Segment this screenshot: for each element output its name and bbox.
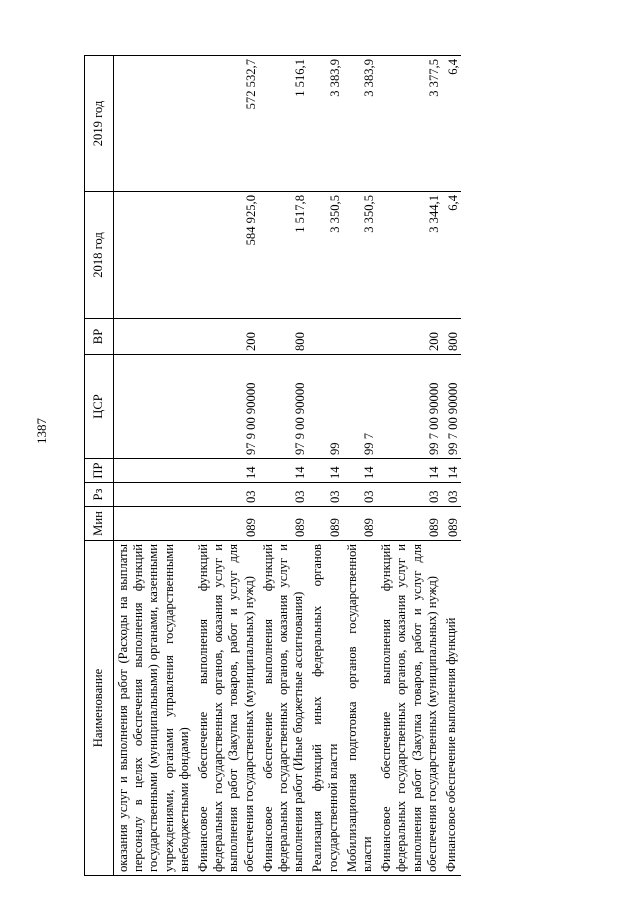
cell-rz (114, 483, 195, 507)
cell-vr: 200 (377, 319, 442, 355)
cell-min: 089 (259, 507, 309, 541)
cell-pr: 14 (259, 459, 309, 483)
cell-vr (114, 319, 195, 355)
cell-rz: 03 (343, 483, 377, 507)
table-body (114, 56, 462, 876)
cell-pr: 14 (194, 459, 259, 483)
cell-2018: 3 344,1 (377, 192, 442, 319)
table-row (114, 56, 195, 876)
cell-rz: 03 (259, 483, 309, 507)
cell-2019: 6,4 (442, 56, 461, 192)
table-row (442, 56, 461, 876)
page-number: 1387 (34, 418, 49, 444)
cell-pr: 14 (308, 459, 342, 483)
cell-rz: 03 (377, 483, 442, 507)
header-name: Наименование (85, 541, 114, 876)
table-row (259, 56, 309, 876)
cell-name: Реализация функций иных федеральных органов государственной власти (308, 541, 342, 876)
cell-2018 (114, 192, 195, 319)
cell-2018: 584 925,0 (194, 192, 259, 319)
cell-rz: 03 (442, 483, 461, 507)
budget-table-page (84, 56, 612, 876)
cell-min (114, 507, 195, 541)
cell-vr: 800 (442, 319, 461, 355)
table-row (377, 56, 442, 876)
cell-pr: 14 (377, 459, 442, 483)
cell-rz: 03 (194, 483, 259, 507)
header-rz: Рз (85, 483, 114, 507)
cell-2018: 1 517,8 (259, 192, 309, 319)
table-row (194, 56, 259, 876)
cell-2019: 3 383,9 (308, 56, 342, 192)
cell-min: 089 (377, 507, 442, 541)
cell-2018: 6,4 (442, 192, 461, 319)
table-row (343, 56, 377, 876)
cell-2018: 3 350,5 (308, 192, 342, 319)
cell-csr: 97 9 00 90000 (194, 355, 259, 459)
cell-2019 (114, 56, 195, 192)
header-2018: 2018 год (85, 192, 114, 319)
table-header-row (85, 56, 114, 876)
cell-2019: 3 377,5 (377, 56, 442, 192)
cell-min: 089 (194, 507, 259, 541)
header-min: Мин (85, 507, 114, 541)
cell-min: 089 (343, 507, 377, 541)
cell-pr: 14 (343, 459, 377, 483)
cell-csr: 97 9 00 90000 (259, 355, 309, 459)
cell-csr: 99 (308, 355, 342, 459)
cell-name: Финансовое обеспечение выполнения функций (442, 541, 461, 876)
header-vr: ВР (85, 319, 114, 355)
cell-csr: 99 7 00 90000 (377, 355, 442, 459)
budget-table (84, 55, 461, 876)
cell-pr (114, 459, 195, 483)
cell-csr: 99 7 00 90000 (442, 355, 461, 459)
cell-pr: 14 (442, 459, 461, 483)
header-2019: 2019 год (85, 56, 114, 192)
cell-vr (308, 319, 342, 355)
cell-name: Мобилизационная подготовка органов государственной власти (343, 541, 377, 876)
cell-vr (343, 319, 377, 355)
cell-name: оказания услуг и выполнения работ (Расходы на выплаты персоналу в целях обеспечения выполнения функций государственными (муниципальными) органами, казенными учреждениями, органами управления государственными внебюджетными фондами) (114, 541, 195, 876)
cell-rz: 03 (308, 483, 342, 507)
cell-csr: 99 7 (343, 355, 377, 459)
cell-vr: 200 (194, 319, 259, 355)
cell-name: Финансовое обеспечение выполнения функций федеральных государственных органов, оказания услуг и выполнения работ (Иные бюджетные ассигнования) (259, 541, 309, 876)
cell-2018: 3 350,5 (343, 192, 377, 319)
cell-2019: 1 516,1 (259, 56, 309, 192)
cell-min: 089 (308, 507, 342, 541)
table-row (308, 56, 342, 876)
cell-2019: 572 532,7 (194, 56, 259, 192)
cell-csr (114, 355, 195, 459)
cell-name: Финансовое обеспечение выполнения функций федеральных государственных органов, оказания услуг и выполнения работ (Закупка товаров, работ и услуг для обеспечения государственных (муниципальных) нужд) (194, 541, 259, 876)
header-csr: ЦСР (85, 355, 114, 459)
cell-min: 089 (442, 507, 461, 541)
cell-vr: 800 (259, 319, 309, 355)
cell-2019: 3 383,9 (343, 56, 377, 192)
header-pr: ПР (85, 459, 114, 483)
cell-name: Финансовое обеспечение выполнения функций федеральных государственных органов, оказания услуг и выполнения работ (Закупка товаров, работ и услуг для обеспечения государственных (муниципальных) нужд) (377, 541, 442, 876)
